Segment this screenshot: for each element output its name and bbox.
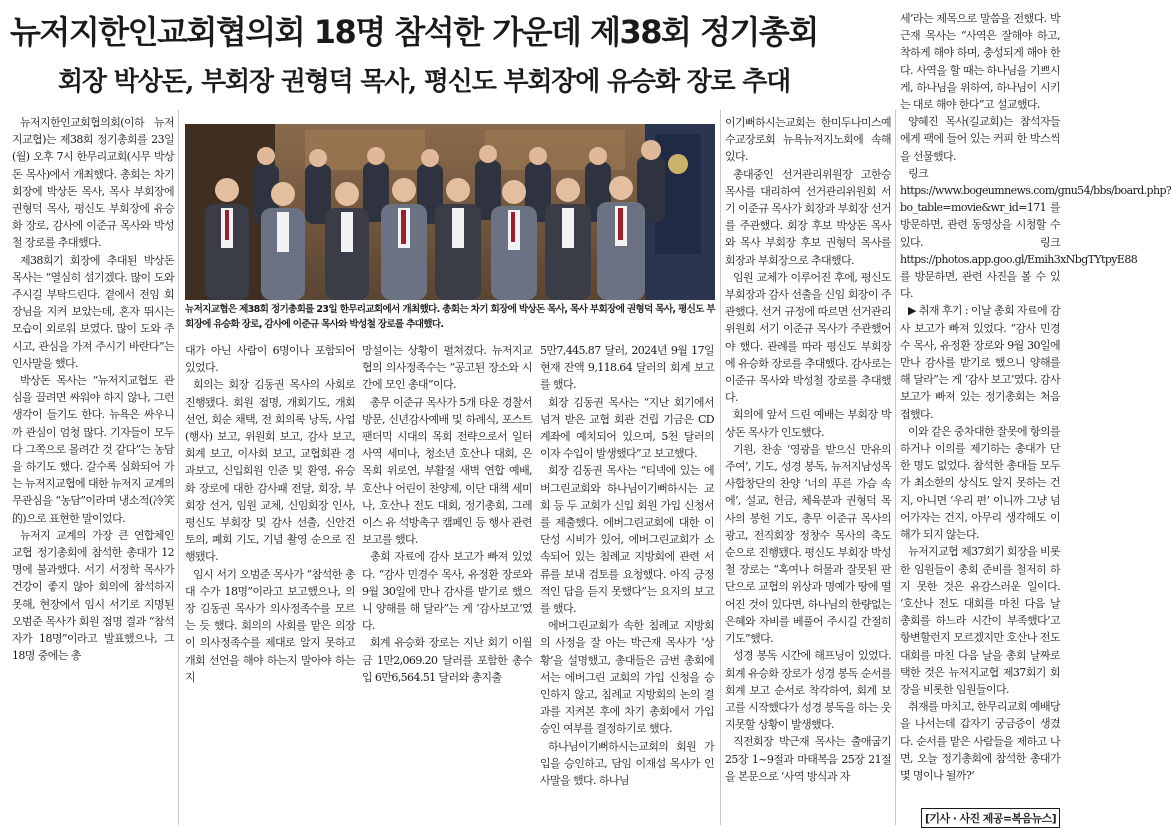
paragraph: 임시 서기 오범준 목사가 “참석한 총대 수가 18명”이라고 보고했으나, 의장 김동권 목사가 의사정족수를 모르는 듯 했다. 회의의 사회를 맡은 의장이 의사정족수를 제대로 알지 못하고 개회 선언을 해야 하는지 말아야 하는지: [185, 567, 355, 684]
paragraph: 회장 김동권 목사는 “티넥에 있는 에버그린교회와 하나님이기뻐하시는 교회 등 두 교회가 신입 회원 가입 신청서를 제출했다. 에버그린교회에 대한 이단성 시비가 있어, 에버그린교회가 소속되어 있는 침례교 지방회에 관련 서류를 보내 검토를 요청했다. 아직 긍정적인 답을 듣지 못했다”는 요지의 보고를 했다.: [540, 464, 714, 616]
group-photo-illustration: [185, 124, 715, 300]
paragraph: 박상돈 목사는 “뉴저지교협도 관심을 끌려면 싸워야 하지 않나, 그런 생각이 들기도 한다. 뉴욕은 싸우니까 관심이 엄청 많다. 기자들이 모두 다 그쪽으로 몰려간 것 같다”는 농담을 하기도 했다. 갈수록 심화되어 가는 뉴저지교협에 대한 뉴저지 교계의 무관심을 “농담”이라며 냉소적(冷笑的)으로 표현한 말이었다.: [12, 374, 174, 525]
paragraph: 총무 이준규 목사가 5개 타운 경찰서 방문, 신년감사예배 및 하례식, 포스트 팬더믹 시대의 목회 전략으로서 일터 사역 세미나, 청소년 호산나 대회, 은목회 위로연, 부활절 새벽 연합 예배, 호산나 어린이 찬양제, 이단 대책 세미나, 호산나 전도 대회, 정기총회, 그레이스 유 석방촉구 캠페인 등 행사 관련 보고를 했다.: [362, 395, 532, 547]
headline: 뉴저지한인교회협의회 18명 참석한 가운데 제38회 정기총회: [10, 13, 818, 51]
paragraph: 회의에 앞서 드린 예배는 부회장 박상돈 목사가 인도했다.: [725, 408, 891, 439]
paragraph: 성경 봉독 시간에 해프닝이 있었다. 회계 유승화 장로가 성경 봉독 순서를 회계 보고 순서로 착각하여, 회계 보고를 시작했다가 성경 봉독을 하는 웃지못할 상황이 발생했다.: [725, 649, 891, 732]
article-column-2: [185, 342, 355, 826]
article-column-3: [362, 342, 532, 826]
paragraph: 기원, 찬송 ‘영광을 받으신 만유의 주여’, 기도, 성경 봉독, 뉴저지남성목사합창단의 찬양 ‘너의 푸른 가슴 속에’, 설교, 헌금, 체육분과 권형덕 목사의 봉헌 기도, 총무 이준규 목사의 광고, 전직회장 정창수 목사의 축도 순으로 진행됐다. 평신도 부회장 박성철 장로는 “혹여나 허물과 잘못된 판단으로 교협의 위상과 명예가 땅에 떨어진 것이 있다면, 하나님의 한량없는 은혜와 자비를 베풀어 주시길 간절히 기도”했다.: [725, 442, 891, 646]
paragraph: 직전회장 박근재 목사는 출애굽기 25장 1~9절과 마태복음 25장 21절을 본문으로 ‘사역 방식과 자: [725, 735, 891, 783]
group-photo: [185, 124, 715, 300]
paragraph: 총대중인 선거관리위원장 고한승 목사를 대리하여 선거관리위원회 서기 이준규 목사가 회장과 부회장 선거를 주관했다. 회장 후보 박상돈 목사와 목사 부회장 후보 권형덕 목사를 회장과 부회장으로 추대했다.: [725, 167, 891, 267]
paragraph: ▶ 취재 후기 : 이날 총회 자료에 감사 보고가 빠져 있었다. “감사 민경수 목사, 유정환 장로와 9월 30일에 만나 감사를 받기로 했으니 양해를 해 달라”는 게 ‘감사 보고’였다. 감사 보고가 빠져 있는 정기총회는 처음 접했다.: [900, 304, 1060, 421]
paragraph: 대가 아닌 사람이 6명이나 포함되어 있었다.: [185, 344, 355, 375]
article-column-1: [12, 114, 174, 826]
paragraph: 세’라는 제목으로 말씀을 전했다. 박근재 목사는 “사역은 잘해야 하고, 착하게 해야 하며, 충성되게 해야 한다. 사역을 할 때는 하나님을 기쁘시게, 하나님을 위하여, 하나님이 시키는 대로 해야 한다”고 설교했다.: [900, 12, 1060, 112]
column-divider: [720, 110, 721, 825]
paragraph: 임원 교체가 이루어진 후에, 평신도 부회장과 감사 선출을 신임 회장이 주관했다. 선거 규정에 따르면 선거관리위원회 서기 이준규 목사가 주관했어야 했다. 관례를 따라 평신도 부회장에 유승화 장로를 추대했다. 감사로는 이준규 목사와 박성철 장로를 추대했다.: [725, 270, 891, 405]
paragraph: 양혜진 목사(길교회)는 참석자들에게 팩에 들어 있는 커피 한 박스씩을 선물했다.: [900, 115, 1060, 163]
paragraph: 이와 같은 중차대한 잘못에 항의를 하거나 이의를 제기하는 총대가 단 한 명도 없었다. 참석한 총대들 모두가 최소한의 상식도 알지 못하는 건지, 아니면 ‘우리 편’ 이니까 그냥 넘어가자는 건지, 아무리 생각해도 이해가 되지 않는다.: [900, 424, 1060, 542]
paragraph: 뉴저지교협 제37회기 회장을 비롯한 임원들이 총회 준비를 철저히 하지 못한 것은 유감스러운 일이다. ‘호산나 전도 대회를 마친 다음 날 총회를 하느라 시간이 부족했다’고 항변할런지 모르겠지만 호산나 전도 대회를 마친 다음 날을 총회 날짜로 택한 것은 뉴저지교협 제37회기 회장을 비롯한 임원들이다.: [900, 545, 1060, 696]
paragraph: 뉴저지한인교회협의회(이하 뉴저지교협)는 제38회 정기총회를 23일(월) 오후 7시 한무리교회(시무 박상돈 목사)에서 개최했다. 총회는 차기 회장에 박상돈 목사, 목사 부회장에 권형덕 목사, 평신도 부회장에 유승화 장로, 감사에 이준규 목사와 박성철 장로를 추대했다.: [12, 116, 174, 250]
paragraph: 에버그린교회가 속한 침례교 지방회의 사정을 잘 아는 박근재 목사가 ‘상황’을 설명했고, 총대들은 금번 총회에서는 에버그린 교회의 가입 신청을 승인하지 않고, 침례교 지방회의 논의 결과를 지켜본 후에 차기 총회에서 가입 승인 여부를 결정하기로 했다.: [540, 619, 714, 736]
column-divider: [895, 110, 896, 825]
photo-credit: [기사 · 사진 제공=복음뉴스]: [921, 808, 1060, 828]
paragraph: 회계 유승화 장로는 지난 회기 이월금 1만2,069.20 달러를 포함한 총수입 6만6,564.51 달러와 총지출: [362, 636, 532, 684]
article-column-5: [725, 114, 891, 826]
paragraph: 링크 https://www.bogeumnews.com/gnu54/bbs/board.php?bo_table=movie&wr_id=171 를 방문하면, 관련 동영상을 시청할 수 있다. 링크 https://photos.app.goo.gl/Emih3xNbgTYtpyE88를 방문하면, 관련 사진을 볼 수 있다.: [900, 166, 1171, 301]
column-divider: [178, 110, 179, 825]
paragraph: 회의는 회장 김동권 목사의 사회로 진행됐다. 회원 점명, 개회기도, 개회 선언, 회순 채택, 전 회의록 낭독, 사업(행사) 보고, 위원회 보고, 감사 보고, 회계 보고, 이사회 보고, 교협회관 경과보고, 신입회원 인준 및 환영, 유승화 장로에 대한 감사패 전달, 회장, 부회장 선거, 임원 교체, 신임회장 인사, 평신도 부회장 및 감사 선출, 신안건 토의, 폐회 기도, 기념 촬영 순으로 진행됐다.: [185, 378, 355, 564]
paragraph: 뉴저지 교계의 가장 큰 연합체인 교협 정기총회에 참석한 총대가 12명에 불과했다. 서기 서정학 목사가 건강이 좋지 않아 회의에 참석하지 못해, 현장에서 임시 서기로 지명된 오범준 목사가 회원 점명 결과 “참석자가 18명”이라고 발표했으나, 그 18명 중에는 총: [12, 528, 174, 663]
paragraph: 이기뻐하시는교회는 한미두나미스예수교장로회 뉴욕뉴저지노회에 속해 있다.: [725, 116, 891, 164]
paragraph: 총회 자료에 감사 보고가 빠져 있었다. “감사 민경수 목사, 유정환 장로와 9월 30일에 만나 감사를 받기로 했으니 양해를 해 달라”는 게 ‘감사보고’였다.: [362, 550, 532, 633]
article-column-4: [540, 342, 714, 826]
article-column-6: [900, 10, 1171, 806]
paragraph: 회장 김동권 목사는 “지난 회기에서 넘겨 받은 교협 회관 건립 기금은 CD 계좌에 예치되어 있으며, 5천 달러의 이자 수입이 발생했다”고 보고했다.: [540, 395, 714, 461]
paragraph: 하나님이기뻐하시는교회의 회원 가입을 승인하고, 담임 이재섭 목사가 인사말을 했다. 하나님: [540, 739, 714, 788]
subheadline: 회장 박상돈, 부회장 권형덕 목사, 평신도 부회장에 유승화 장로 추대: [58, 67, 791, 97]
paragraph: 5만7,445.87 달러, 2024년 9월 17일 현재 잔액 9,118.64 달러의 회계 보고를 했다.: [540, 344, 714, 392]
paragraph: 제38회기 회장에 추대된 박상돈 목사는 “열심히 섬기겠다. 많이 도와 주시길 부탁드린다. 곁에서 전임 회장님을 지켜 보았는데, 혼자 뛰시는 모습이 외로워 보였다. 많이 도와 주시고, 관심을 가져 주시기 바란다”는 인사말을 했다.: [12, 253, 174, 370]
paragraph: 망설이는 상황이 펼쳐졌다. 뉴저지교협의 의사정족수는 “공고된 장소와 시간에 모인 총대”이다.: [362, 344, 532, 392]
photo-caption: 뉴저지교협은 제38회 정기총회를 23일 한무리교회에서 개최했다. 총회는 차기 회장에 박상돈 목사, 목사 부회장에 권형덕 목사, 평신도 부회장에 유승화 장로, 감사에 이준규 목사와 박성철 장로를 추대했다.: [185, 304, 715, 330]
paragraph: 취재를 마치고, 한무리교회 예배당을 나서는데 갑자기 궁금증이 생겼다. 순서를 맡은 사람들을 제하고 나면, 오늘 정기총회에 참석한 총대가 몇 명이나 될까?‘: [900, 700, 1060, 782]
